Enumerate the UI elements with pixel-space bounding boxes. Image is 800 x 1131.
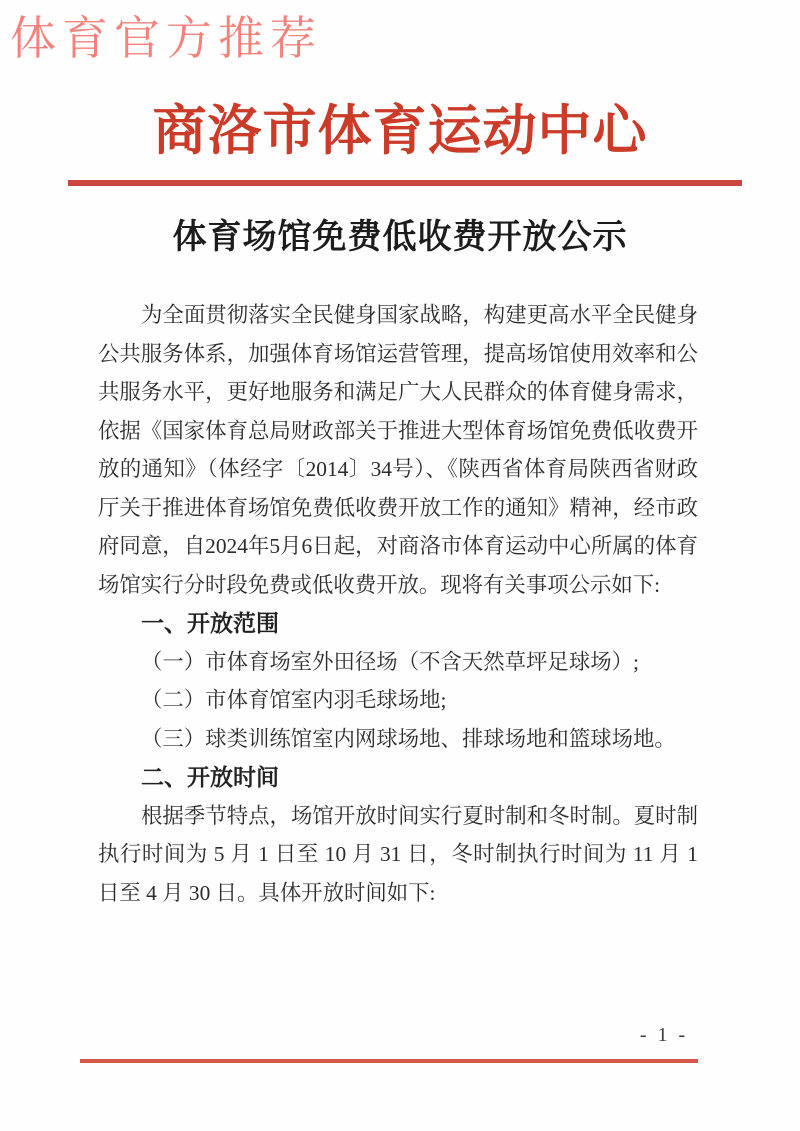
body-line: 执行时间为 5 月 1 日至 10 月 31 日，冬时制执行时间为 11 月 1 <box>98 842 698 866</box>
body-line: 依据《国家体育总局财政部关于推进大型体育场馆免费低收费开 <box>98 418 698 443</box>
document-title: 体育场馆免费低收费开放公示 <box>172 219 628 256</box>
body-line: 根据季节特点，场馆开放时间实行夏时制和冬时制。夏时制 <box>141 803 698 828</box>
body-line: 场馆实行分时段免费或低收费开放。现将有关事项公示如下: <box>98 572 661 597</box>
list-item: （三）球类训练馆室内网球场地、排球场地和篮球场地。 <box>141 726 676 751</box>
list-item: （二）市体育馆室内羽毛球场地; <box>141 688 447 712</box>
list-item: （一）市体育场室外田径场（不含天然草坪足球场）; <box>141 649 639 674</box>
page-number: - 1 - <box>639 1024 689 1046</box>
section-heading-open-scope: 一、开放范围 <box>141 610 279 636</box>
body-line: 厅关于推进体育场馆免费低收费开放工作的通知》精神，经市政 <box>98 495 698 520</box>
body-line: 放的通知》（体经字〔2014〕34号）、《陕西省体育局陕西省财政 <box>98 457 698 481</box>
body-line: 为全面贯彻落实全民健身国家战略，构建更高水平全民健身 <box>141 303 698 327</box>
body-line: 府同意，自2024年5月6日起，对商洛市体育运动中心所属的体育 <box>98 534 698 558</box>
letterhead-org-title: 商洛市体育运动中心 <box>152 101 648 161</box>
section-heading-open-hours: 二、开放时间 <box>141 764 279 790</box>
watermark-text: 体育官方推荐 <box>10 13 322 64</box>
body-line: 日至 4 月 30 日。具体开放时间如下: <box>98 880 436 905</box>
letterhead-divider-line <box>68 180 742 186</box>
body-line: 公共服务体系，加强体育场馆运营管理，提高场馆使用效率和公 <box>98 341 698 366</box>
footer-divider-line <box>80 1059 698 1063</box>
body-line: 共服务水平，更好地服务和满足广大人民群众的体育健身需求， <box>98 380 698 404</box>
document-body <box>98 296 698 912</box>
